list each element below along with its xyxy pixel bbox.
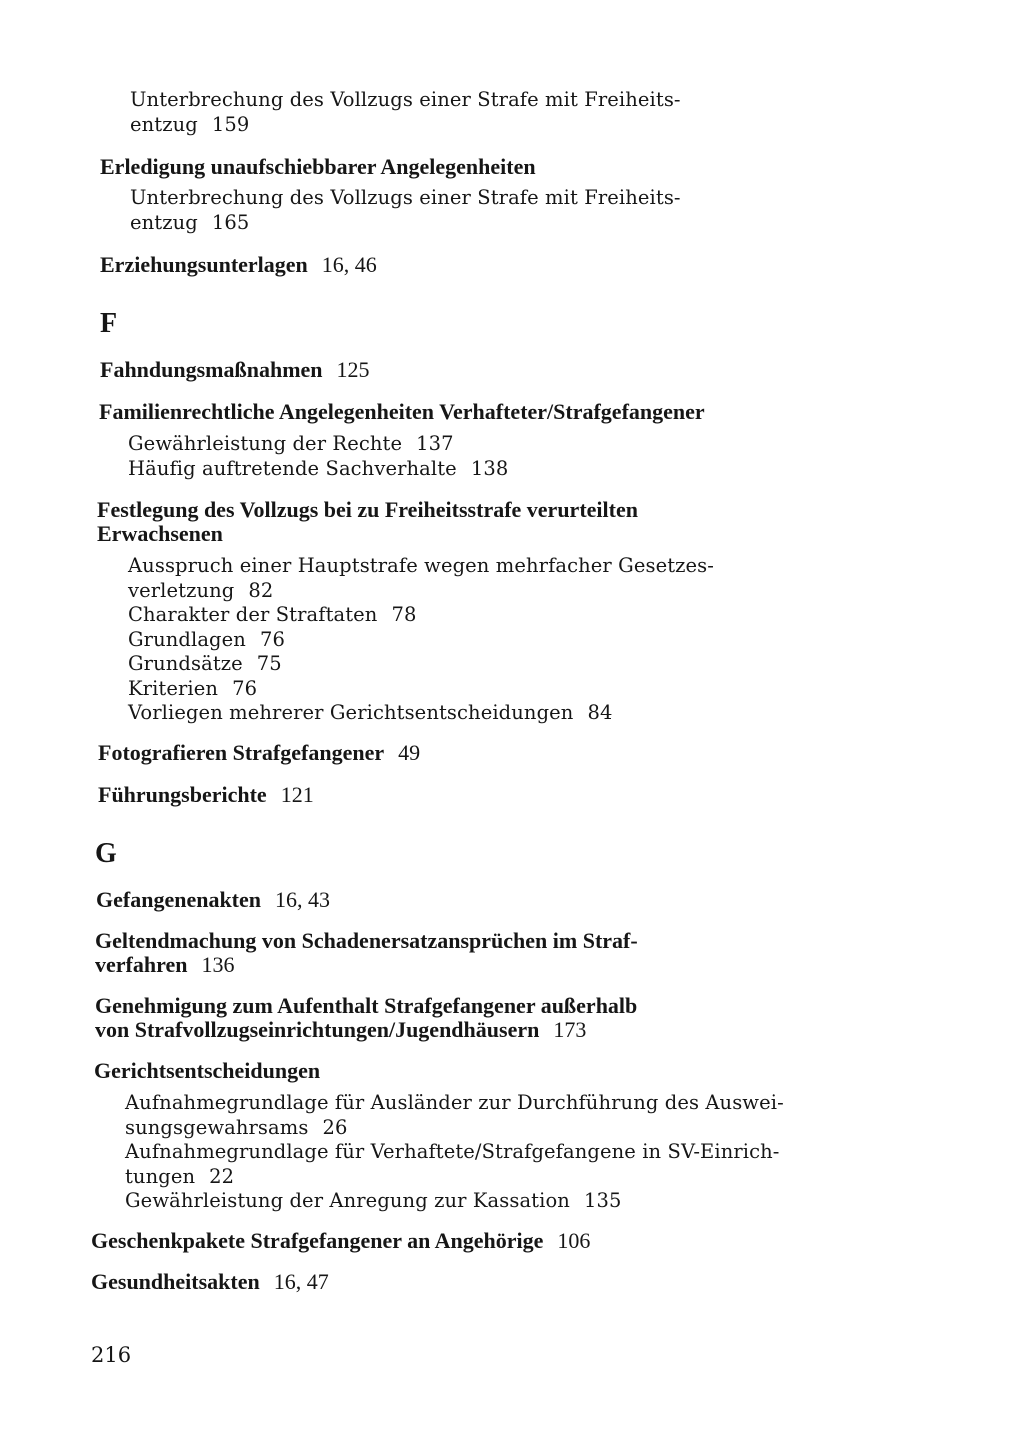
heading-text: Gesundheitsakten (91, 1269, 260, 1294)
index-subentry (128, 432, 508, 481)
page-number: 216 (91, 1343, 132, 1367)
heading-text: Geltendmachung von Schadenersatzansprüchen im Straf- (95, 928, 638, 953)
page-ref: 106 (557, 1228, 591, 1253)
subentry-text: entzug (130, 210, 198, 234)
heading-text: Familienrechtliche Angelegenheiten Verhafteter/Strafgefangener (99, 399, 705, 424)
page-ref: 173 (553, 1017, 587, 1042)
page-ref: 136 (201, 952, 235, 977)
index-heading (96, 888, 330, 912)
page-ref: 22 (209, 1164, 235, 1188)
page-ref: 76 (259, 627, 285, 651)
continuation-subentry (130, 88, 681, 137)
page-ref: 16, 43 (275, 887, 330, 912)
page-ref: 159 (211, 112, 250, 136)
subentry-text: sungsgewahrsams (125, 1115, 309, 1139)
heading-text: Gefangenenakten (96, 887, 261, 912)
subentry-text: Häufig auftretende Sachverhalte (128, 456, 457, 480)
index-heading (95, 929, 638, 977)
index-heading (100, 253, 377, 277)
page-ref: 76 (232, 676, 258, 700)
subentry-text: entzug (130, 112, 198, 136)
index-heading (91, 1270, 329, 1294)
subentry-text: Gewährleistung der Rechte (128, 432, 403, 455)
index-heading (100, 155, 536, 179)
subentry-text: Charakter der Straftaten (128, 603, 378, 626)
heading-text: Festlegung des Vollzugs bei zu Freiheitsstrafe verurteilten (97, 497, 638, 522)
subentry-text: Unterbrechung des Vollzugs einer Strafe mit Freiheits- (130, 88, 681, 111)
heading-text: Fotografieren Strafgefangener (98, 740, 385, 765)
heading-text: verfahren (95, 952, 188, 977)
page-ref: 26 (322, 1115, 348, 1139)
page-ref: 138 (470, 456, 509, 480)
page-ref: 137 (416, 432, 454, 455)
heading-text: Erledigung unaufschiebbarer Angelegenheiten (100, 154, 536, 179)
page-ref: 75 (256, 652, 282, 675)
heading-text: Erziehungsunterlagen (100, 252, 308, 277)
heading-text: Gerichtsentscheidungen (94, 1058, 321, 1083)
section-letter-f: F (100, 308, 118, 339)
subentry-text: Kriterien (128, 676, 219, 700)
page-ref: 16, 47 (273, 1269, 329, 1294)
page-ref: 84 (587, 701, 613, 724)
page-ref: 16, 46 (321, 252, 377, 277)
heading-text: Geschenkpakete Strafgefangener an Angehörige (91, 1228, 544, 1253)
index-heading (98, 783, 314, 807)
index-subentry (128, 554, 714, 726)
subentry-text: Grundlagen (128, 627, 246, 651)
index-heading (94, 1059, 320, 1083)
subentry-text: Gewährleistung der Anregung zur Kassation (125, 1189, 570, 1212)
index-subentry (125, 1091, 784, 1214)
heading-text: Fahndungsmaßnahmen (100, 357, 323, 382)
index-heading (95, 994, 637, 1042)
page-ref: 165 (211, 210, 250, 234)
subentry-text: tungen (125, 1164, 196, 1188)
section-letter-g: G (95, 838, 117, 869)
subentry-text: Ausspruch einer Hauptstrafe wegen mehrfacher Gesetzes- (128, 554, 714, 577)
subentry-text: Vorliegen mehrerer Gerichtsentscheidungen (128, 701, 574, 724)
index-heading (91, 1229, 590, 1253)
page-ref: 78 (391, 603, 417, 626)
subentry-text: verletzung (128, 578, 235, 602)
subentry-text: Aufnahmegrundlage für Ausländer zur Durchführung des Auswei- (125, 1091, 784, 1114)
index-subentry (130, 186, 681, 235)
subentry-text: Aufnahmegrundlage für Verhaftete/Strafgefangene in SV-Einrich- (125, 1140, 780, 1163)
subentry-text: Unterbrechung des Vollzugs einer Strafe mit Freiheits- (130, 186, 681, 209)
heading-text: Erwachsenen (97, 521, 223, 546)
heading-text: Genehmigung zum Aufenthalt Strafgefangener außerhalb (95, 993, 638, 1018)
page-ref: 82 (248, 578, 274, 602)
index-heading (100, 358, 370, 382)
heading-text: Führungsberichte (98, 782, 267, 807)
index-heading (98, 741, 420, 765)
page-ref: 49 (398, 740, 421, 765)
page-ref: 135 (583, 1189, 622, 1212)
page-ref: 121 (280, 782, 314, 807)
page-ref: 125 (336, 357, 370, 382)
subentry-text: Grundsätze (128, 652, 243, 675)
index-heading (97, 498, 638, 546)
index-heading (99, 400, 705, 424)
heading-text: von Strafvollzugseinrichtungen/Jugendhäusern (95, 1017, 540, 1042)
